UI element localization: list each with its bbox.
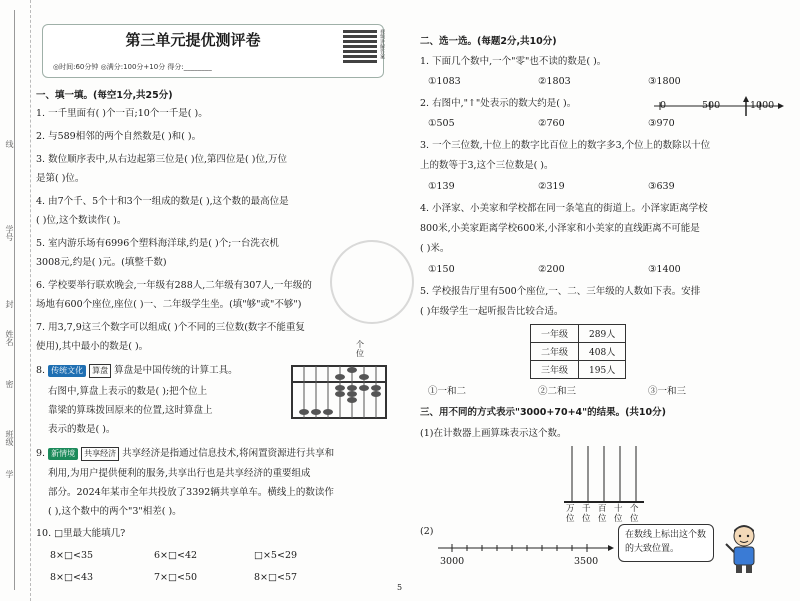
question-line: 靠梁的算珠拨回原来的位置,这时算盘上 — [48, 405, 213, 416]
gutter-label: 班级 — [5, 430, 14, 446]
sharing-economy-tag: 共享经济 — [81, 447, 119, 461]
section-2-heading: 二、选一选。(每题2分,共10分) — [420, 36, 557, 47]
student-cartoon-icon — [724, 522, 764, 574]
part-2-prompt: (2) — [420, 526, 434, 537]
question-10: 10. □里最大能填几? — [36, 528, 126, 539]
qr-label: 视频讲解答案 — [379, 29, 385, 59]
question-line: 7. 用3,7,9这三个数字可以组成( )个不同的三位数(数字不能重复 — [36, 322, 305, 333]
option[interactable]: ②760 — [538, 118, 565, 129]
option[interactable]: ③639 — [648, 181, 675, 192]
option[interactable]: ①150 — [428, 264, 455, 275]
binding-gutter — [0, 0, 31, 601]
question-line: 部分。2024年某市全年共投放了3392辆共享单车。横线上的数读作 — [48, 487, 334, 498]
question-text: 算盘是中国传统的计算工具。 — [114, 365, 238, 376]
part-1-prompt: (1)在计数器上画算珠表示这个数。 — [420, 428, 567, 439]
question-line: 2. 与589相邻的两个自然数是( )和( )。 — [36, 131, 202, 142]
option[interactable]: ②二和三 — [538, 386, 577, 397]
option[interactable]: ①505 — [428, 118, 455, 129]
gutter-label: 学 — [5, 470, 14, 478]
inequality-item[interactable]: 8×□<57 — [254, 572, 298, 583]
abacus-tag: 算盘 — [89, 364, 111, 378]
question-line: 右图中,算盘上表示的数是( );把个位上 — [48, 386, 208, 397]
section-3-heading: 三、用不同的方式表示"3000+70+4"的结果。(共10分) — [420, 407, 666, 418]
question-line: 3. 数位顺序表中,从右边起第三位是( )位,第四位是( )位,万位 — [36, 154, 288, 165]
question-line: 表示的数是( )。 — [48, 424, 116, 435]
inequality-item[interactable]: 8×□<43 — [50, 572, 94, 583]
axis-tick-label: 500 — [702, 100, 721, 111]
question-line: 是第( )位。 — [36, 173, 85, 184]
option[interactable]: ②319 — [538, 181, 565, 192]
question-line: ( )位,这个数读作( )。 — [36, 215, 127, 226]
question-line: 4. 小泽家、小美家和学校都在同一条笔直的街道上。小泽家距离学校 — [420, 203, 708, 214]
option[interactable]: ③1400 — [648, 264, 681, 275]
table-cell: 三年级 — [531, 361, 579, 379]
question-line: 3. 一个三位数,十位上的数字比百位上的数字多3,个位上的数除以十位 — [420, 140, 711, 151]
question-number: 9. — [36, 448, 46, 459]
question-line: 800米,小美家距离学校600米,小泽家和小美家的直线距离不可能是 — [420, 223, 700, 234]
gutter-label: 封 — [5, 300, 14, 308]
header-box — [42, 24, 384, 78]
counter-label: 个位 — [630, 504, 639, 524]
question-line: 使用),其中最小的数是( )。 — [36, 341, 149, 352]
question-line: 1. 下面几个数中,一个"零"也不读的数是( )。 — [420, 56, 607, 67]
question-line: 2. 右图中,"↑"处表示的数大约是( )。 — [420, 98, 577, 109]
question-line: 利用,为用户提供便利的服务,共享出行也是共享经济的重要组成 — [48, 468, 311, 479]
table-row — [531, 343, 626, 361]
speech-bubble: 在数线上标出这个数的大致位置。 — [618, 524, 714, 562]
gutter-label: 密 — [5, 380, 14, 388]
gutter-label: 学号 — [5, 225, 14, 241]
question-8 — [36, 364, 238, 378]
table-cell: 一年级 — [531, 325, 579, 343]
question-line: 6. 学校要举行联欢晚会,一年级有288人,二年级有307人,一年级的 — [36, 280, 312, 291]
question-line: 场地有600个座位,座位( )一、二年级学生坐。(填"够"或"不够") — [36, 299, 302, 310]
right-column — [420, 14, 788, 594]
qr-code-icon[interactable] — [343, 29, 377, 63]
counter-label: 万位 — [566, 504, 575, 524]
option[interactable]: ①1083 — [428, 76, 461, 87]
axis-tick-label: 3500 — [574, 556, 599, 567]
question-line: 4. 由7个千、5个十和3个一组成的数是( ),这个数的最高位是 — [36, 196, 289, 207]
axis-tick-label: 1000 — [750, 100, 775, 111]
grade-table — [530, 324, 626, 379]
inequality-item[interactable]: 6×□<42 — [154, 550, 198, 561]
question-text: 共享经济是指通过信息技术,将闲置资源进行共享和 — [122, 448, 335, 459]
test-meta: ◎时间:60分钟 ◎满分:100分+10分 得分:________ — [53, 63, 212, 71]
axis-tick-label: 3000 — [440, 556, 465, 567]
question-number: 8. — [36, 365, 46, 376]
option[interactable]: ③970 — [648, 118, 675, 129]
question-line: 5. 学校报告厅里有500个座位,一、二、三年级的人数如下表。安排 — [420, 286, 701, 297]
section-1-heading: 一、填一填。(每空1分,共25分) — [36, 90, 173, 101]
table-cell: 195人 — [579, 361, 626, 379]
option[interactable]: ①139 — [428, 181, 455, 192]
table-cell: 289人 — [579, 325, 626, 343]
traditional-culture-tag: 传统文化 — [48, 365, 86, 377]
new-context-tag: 新情境 — [48, 448, 78, 460]
watermark-stamp — [330, 240, 414, 324]
table-row — [531, 325, 626, 343]
axis-tick-label: 0 — [660, 100, 667, 111]
option[interactable]: ②1803 — [538, 76, 571, 87]
counter-label: 百位 — [598, 504, 607, 524]
page-title: 第三单元提优测评卷 — [125, 31, 261, 49]
inequality-item[interactable]: 7×□<50 — [154, 572, 198, 583]
question-line: 上的数等于3,这个三位数是( )。 — [420, 160, 554, 171]
question-line: ( )米。 — [420, 243, 450, 254]
option[interactable]: ①一和二 — [428, 386, 467, 397]
question-line: 1. 一千里面有( )个一百;10个一千是( )。 — [36, 108, 208, 119]
inequality-item[interactable]: 8×□<35 — [50, 550, 94, 561]
abacus-figure — [290, 340, 388, 420]
gutter-label: 姓名 — [5, 330, 14, 346]
question-line: 3008元,约是( )元。(填整千数) — [36, 257, 167, 268]
question-line: ( ),这个数中的两个"3"相差( )。 — [48, 506, 182, 517]
abacus-ones-label: 个位 — [356, 340, 364, 358]
option[interactable]: ③一和三 — [648, 386, 687, 397]
gutter-label: 线 — [5, 140, 14, 148]
counter-label: 千位 — [582, 504, 591, 524]
table-cell: 二年级 — [531, 343, 579, 361]
option[interactable]: ②200 — [538, 264, 565, 275]
counter-label: 十位 — [614, 504, 623, 524]
table-cell: 408人 — [579, 343, 626, 361]
question-9 — [36, 447, 334, 461]
page-number: 5 — [397, 583, 403, 592]
abacus-drawing — [290, 348, 388, 420]
inequality-item[interactable]: □×5<29 — [254, 550, 298, 561]
question-line: 5. 室内游乐场有6996个塑料海洋球,约是( )个;一台洗衣机 — [36, 238, 279, 249]
table-row — [531, 361, 626, 379]
question-line: ( )年级学生一起听报告比较合适。 — [420, 306, 564, 317]
option[interactable]: ③1800 — [648, 76, 681, 87]
